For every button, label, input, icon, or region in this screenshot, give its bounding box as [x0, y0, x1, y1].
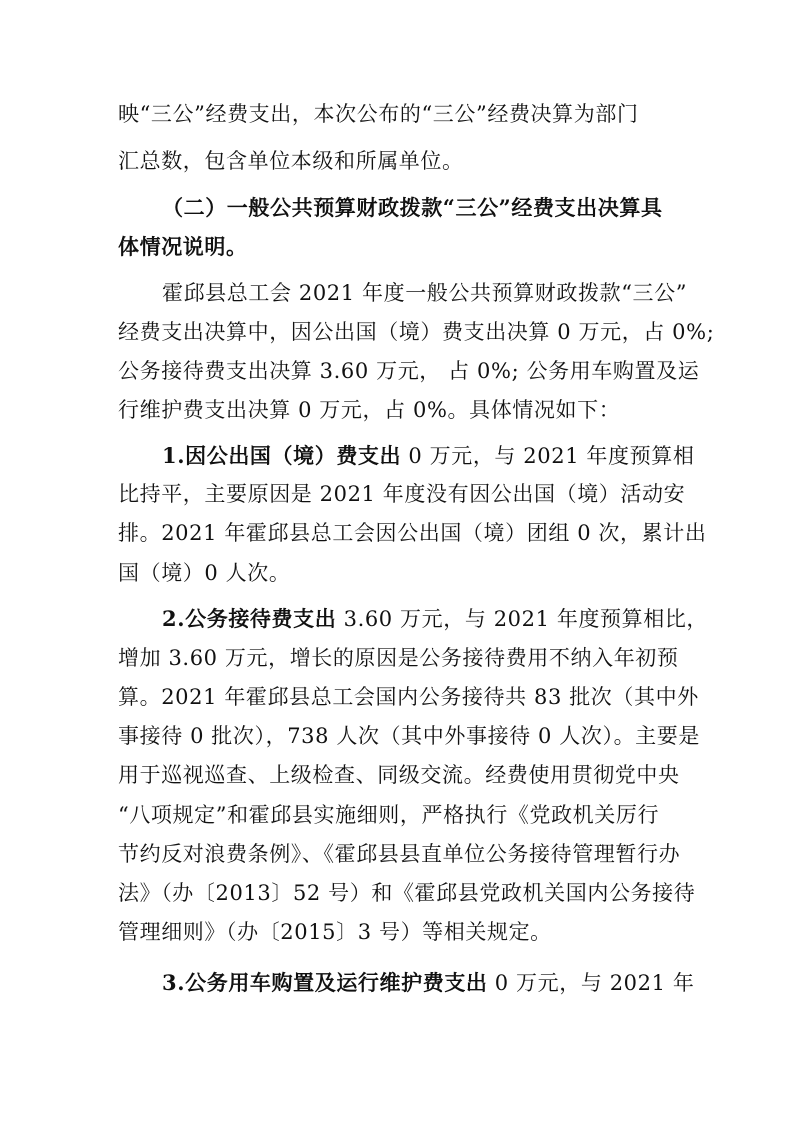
- item-text: 3.60 万元，与 2021 年度预算相比，: [336, 607, 709, 631]
- item-text: 0 万元，与 2021 年度预算相: [401, 444, 695, 468]
- paragraph-line: 事接待 0 批次），738 人次（其中外事接待 0 人次）。主要是: [118, 724, 700, 748]
- paragraph-line: 映“三公”经费支出，本次公布的“三公”经费决算为部门: [118, 102, 639, 126]
- paragraph-line: 霍邱县总工会 2021 年度一般公共预算财政拨款“三公”: [162, 281, 688, 305]
- paragraph-line: 国（境）0 人次。: [118, 561, 291, 585]
- item-title: 2.公务接待费支出: [162, 606, 337, 631]
- paragraph-line: 用于巡视巡查、上级检查、同级交流。经费使用贯彻党中央: [118, 763, 680, 787]
- paragraph-line: 经费支出决算中，因公出国（境）费支出决算 0 万元，占 0%;: [118, 320, 715, 344]
- paragraph-line: 公务接待费支出决算 3.60 万元， 占 0%; 公务用车购置及运: [118, 359, 700, 383]
- paragraph-line: “八项规定”和霍邱县实施细则，严格执行《党政机关厉行: [118, 803, 660, 827]
- paragraph-line: 法》（办〔2013〕52 号）和《霍邱县党政机关国内公务接待: [118, 881, 696, 905]
- item-text: 0 万元，与 2021 年: [487, 971, 695, 995]
- item-title: 1.因公出国（境）费支出: [162, 443, 402, 468]
- section-heading: （二）一般公共预算财政拨款“三公”经费支出决算具: [162, 195, 663, 220]
- paragraph-line: 增加 3.60 万元，增长的原因是公务接待费用不纳入年初预: [118, 646, 679, 670]
- paragraph-line: 算。2021 年霍邱县总工会国内公务接待共 83 批次（其中外: [118, 685, 699, 709]
- paragraph-line: 行维护费支出决算 0 万元，占 0%。具体情况如下：: [118, 398, 621, 422]
- paragraph-line: 节约反对浪费条例》、《霍邱县县直单位公务接待管理暂行办: [118, 842, 681, 866]
- list-item-2: [162, 606, 709, 631]
- list-item-3: [162, 970, 695, 995]
- list-item-1: [162, 443, 695, 468]
- section-heading: 体情况说明。: [118, 234, 248, 259]
- paragraph-line: 排。2021 年霍邱县总工会因公出国（境）团组 0 次，累计出: [118, 521, 707, 545]
- item-title: 3.公务用车购置及运行维护费支出: [162, 970, 488, 995]
- paragraph-line: 管理细则》（办〔2015〕3 号）等相关规定。: [118, 920, 552, 944]
- paragraph-line: 比持平，主要原因是 2021 年度没有因公出国（境）活动安: [118, 482, 686, 506]
- paragraph-line: 汇总数，包含单位本级和所属单位。: [118, 149, 464, 173]
